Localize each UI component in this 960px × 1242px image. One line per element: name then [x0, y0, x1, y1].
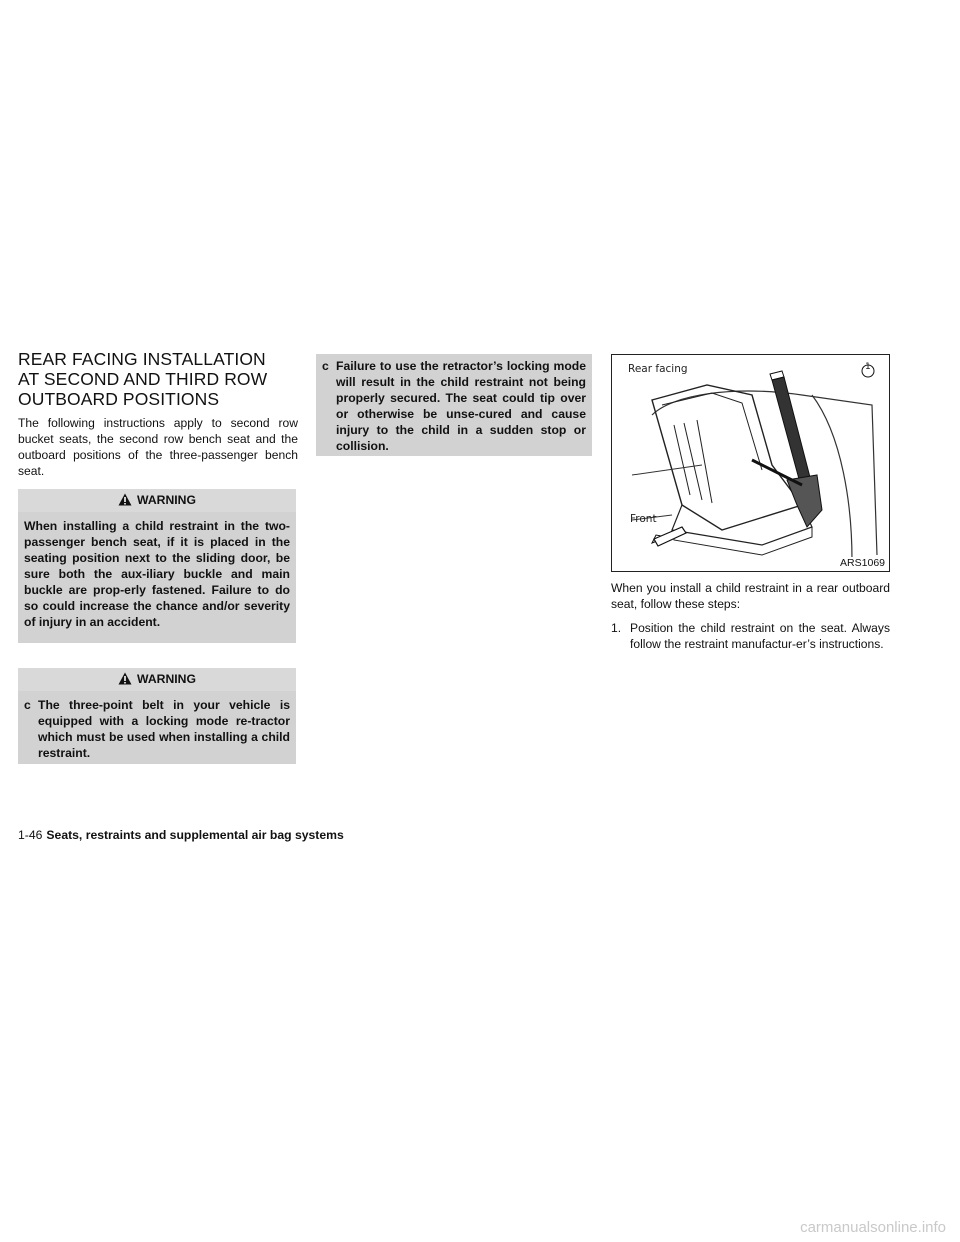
warning-box-continuation: [316, 354, 592, 456]
bullet-icon: c: [24, 698, 31, 712]
warning-box-locking-mode: [18, 668, 296, 764]
warning-triangle-icon: [118, 672, 132, 685]
section-title-line-1: REAR FACING INSTALLATION: [18, 349, 266, 369]
warning-text: When installing a child restraint in the two-passenger bench seat, if it is placed in the seating position next to the sliding door, be sure both the aux-iliary buckle and main buckle are prop-erly fastened. Failure to do so could increase the chance and/or severity of injury in an accident.: [24, 519, 290, 629]
step-text: Position the child restraint on the seat. Always follow the restraint manufactur-er’s instructions.: [630, 621, 890, 651]
site-watermark: carmanualsonline.info: [800, 1219, 946, 1236]
chapter-title: Seats, restraints and supplemental air bag systems: [46, 828, 344, 842]
warning-bullet-item: [322, 358, 586, 454]
warning-triangle-icon: [118, 493, 132, 506]
warning-bullet-item: [24, 697, 290, 761]
warning-body: [18, 691, 296, 769]
warning-body: [316, 354, 592, 462]
page-footer: [18, 827, 344, 843]
warning-bullet-text: Failure to use the retractor’s locking mode will result in the child restraint not being properly secured. The seat could tip over or otherwise be unse-cured and cause injury to the child in a sudden stop or collision.: [336, 359, 586, 453]
figure-code: ARS1069: [840, 557, 885, 569]
warning-bullet-text: The three-point belt in your vehicle is equipped with a locking mode re-tractor which must be used when installing a child restraint.: [38, 698, 290, 760]
instruction-paragraph: When you install a child restraint in a rear outboard seat, follow these steps:: [611, 581, 890, 611]
intro-paragraph: The following instructions apply to second row bucket seats, the second row bench seat and the outboard positions of the three-passenger bench seat.: [18, 416, 298, 478]
step-item: [611, 620, 890, 652]
figure-label-rear-facing: Rear facing: [628, 363, 688, 375]
step-number: 1.: [611, 621, 622, 635]
warning-header: [18, 489, 296, 512]
section-title-line-3: OUTBOARD POSITIONS: [18, 389, 220, 409]
warning-header-label: WARNING: [137, 672, 196, 686]
section-title-line-2: AT SECOND AND THIRD ROW: [18, 369, 268, 389]
page-number: 1-46: [18, 828, 43, 842]
section-title: [18, 349, 308, 409]
bullet-icon: c: [322, 359, 329, 373]
warning-box-two-passenger: [18, 489, 296, 643]
warning-header: [18, 668, 296, 691]
figure-label-front: Front: [630, 513, 657, 525]
rear-facing-illustration: [611, 354, 890, 572]
child-seat-drawing: [612, 355, 889, 571]
figure-callout-number: 1: [865, 362, 871, 372]
warning-header-label: WARNING: [137, 493, 196, 507]
